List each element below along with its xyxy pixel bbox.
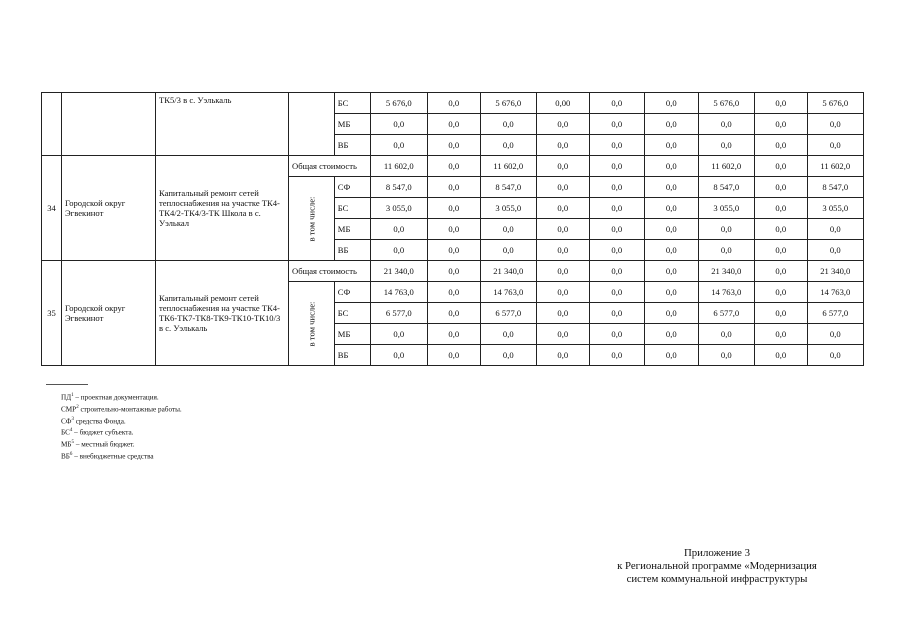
value-cell: 0,0 bbox=[427, 177, 480, 198]
value-cell: 0,0 bbox=[754, 345, 807, 366]
including-text: в том числе: bbox=[306, 301, 317, 346]
value-cell: 14 763,0 bbox=[480, 282, 536, 303]
value-cell: 0,0 bbox=[698, 345, 754, 366]
value-cell: 0,0 bbox=[370, 114, 427, 135]
value-cell: 0,0 bbox=[536, 114, 589, 135]
value-cell: 0,0 bbox=[807, 324, 863, 345]
value-cell: 0,0 bbox=[644, 282, 698, 303]
funding-source-label: ВБ bbox=[334, 240, 370, 261]
including-vertical-label bbox=[289, 177, 335, 261]
value-cell: 0,0 bbox=[536, 345, 589, 366]
object-description: Капитальный ремонт сетей теплоснабжения на участке ТК4-ТК6-ТК7-ТК8-ТК9-ТК10-ТК10/3 в с. Уэлькаль bbox=[156, 261, 289, 366]
appendix-subtitle-1: к Региональной программе «Модернизация bbox=[617, 560, 817, 572]
value-cell: 0,0 bbox=[644, 219, 698, 240]
value-cell: 0,0 bbox=[589, 93, 644, 114]
value-cell: 3 055,0 bbox=[698, 198, 754, 219]
value-cell: 0,0 bbox=[427, 345, 480, 366]
value-cell: 0,0 bbox=[536, 219, 589, 240]
footnote-smr: СМР$^2$ строительно-монтажные работы. bbox=[61, 404, 182, 414]
value-cell: 0,0 bbox=[644, 261, 698, 282]
value-cell: 0,0 bbox=[807, 240, 863, 261]
value-cell: 11 602,0 bbox=[698, 156, 754, 177]
value-cell: 0,0 bbox=[807, 219, 863, 240]
value-cell: 0,0 bbox=[427, 93, 480, 114]
value-cell: 0,0 bbox=[536, 261, 589, 282]
value-cell: 5 676,0 bbox=[370, 93, 427, 114]
value-cell: 0,0 bbox=[698, 240, 754, 261]
funding-source-label: МБ bbox=[334, 324, 370, 345]
funding-source-label: ВБ bbox=[334, 345, 370, 366]
value-cell: 6 577,0 bbox=[370, 303, 427, 324]
value-cell: 0,0 bbox=[644, 324, 698, 345]
value-cell: 14 763,0 bbox=[698, 282, 754, 303]
value-cell: 14 763,0 bbox=[807, 282, 863, 303]
value-cell: 0,0 bbox=[370, 240, 427, 261]
total-cost-label: Общая стоимость bbox=[289, 261, 371, 282]
value-cell: 21 340,0 bbox=[370, 261, 427, 282]
value-cell: 3 055,0 bbox=[480, 198, 536, 219]
value-cell: 0,0 bbox=[644, 93, 698, 114]
table-row bbox=[42, 156, 864, 177]
value-cell: 0,0 bbox=[536, 198, 589, 219]
funding-source-label: СФ bbox=[334, 282, 370, 303]
value-cell: 0,0 bbox=[589, 240, 644, 261]
value-cell: 0,0 bbox=[589, 135, 644, 156]
value-cell: 11 602,0 bbox=[370, 156, 427, 177]
value-cell: 0,0 bbox=[536, 303, 589, 324]
value-cell: 8 547,0 bbox=[480, 177, 536, 198]
footnote-mb: $МБ^5$ – местный бюджет. bbox=[61, 440, 135, 449]
row-number-cell bbox=[42, 93, 62, 156]
funding-source-label: СФ bbox=[334, 177, 370, 198]
value-cell: 8 547,0 bbox=[807, 177, 863, 198]
value-cell: 0,0 bbox=[480, 345, 536, 366]
value-cell: 0,0 bbox=[370, 219, 427, 240]
appendix-title: Приложение 3 bbox=[683, 547, 751, 559]
value-cell: 0,0 bbox=[427, 303, 480, 324]
including-vertical-label bbox=[289, 282, 335, 366]
row-number: 34 bbox=[42, 156, 62, 261]
value-cell: 0,0 bbox=[589, 345, 644, 366]
value-cell: 0,0 bbox=[589, 282, 644, 303]
district-cell bbox=[62, 93, 156, 156]
value-cell: 0,0 bbox=[754, 156, 807, 177]
value-cell: 0,0 bbox=[698, 114, 754, 135]
value-cell: 0,0 bbox=[644, 177, 698, 198]
value-cell: 0,0 bbox=[589, 177, 644, 198]
value-cell: 0,0 bbox=[754, 324, 807, 345]
value-cell: 0,0 bbox=[480, 240, 536, 261]
value-cell: 0,0 bbox=[589, 198, 644, 219]
appendix-heading bbox=[587, 547, 847, 586]
value-cell: 0,0 bbox=[754, 135, 807, 156]
value-cell: 0,0 bbox=[644, 198, 698, 219]
object-description: ТК5/3 в с. Уэлькаль bbox=[156, 93, 289, 156]
value-cell: 0,0 bbox=[644, 114, 698, 135]
value-cell: 0,0 bbox=[589, 261, 644, 282]
value-cell: 0,0 bbox=[754, 303, 807, 324]
value-cell: 0,0 bbox=[427, 198, 480, 219]
including-text: в том числе: bbox=[306, 196, 317, 241]
value-cell: 0,0 bbox=[698, 135, 754, 156]
value-cell: 5 676,0 bbox=[807, 93, 863, 114]
value-cell: 0,0 bbox=[644, 156, 698, 177]
value-cell: 0,00 bbox=[536, 93, 589, 114]
object-description: Капитальный ремонт сетей теплоснабжения на участке ТК4-ТК4/2-ТК4/3-ТК Школа в с. Уэлькал bbox=[156, 156, 289, 261]
funding-source-label: МБ bbox=[334, 114, 370, 135]
value-cell: 0,0 bbox=[427, 261, 480, 282]
value-cell: 0,0 bbox=[754, 219, 807, 240]
funding-source-label: МБ bbox=[334, 219, 370, 240]
value-cell: 11 602,0 bbox=[807, 156, 863, 177]
value-cell: 3 055,0 bbox=[370, 198, 427, 219]
value-cell: 21 340,0 bbox=[807, 261, 863, 282]
value-cell: 0,0 bbox=[480, 135, 536, 156]
value-cell: 0,0 bbox=[427, 135, 480, 156]
value-cell: 0,0 bbox=[536, 282, 589, 303]
value-cell: 0,0 bbox=[644, 135, 698, 156]
value-cell: 0,0 bbox=[589, 219, 644, 240]
value-cell: 21 340,0 bbox=[480, 261, 536, 282]
value-cell: 0,0 bbox=[754, 282, 807, 303]
value-cell: 0,0 bbox=[536, 177, 589, 198]
row-number: 35 bbox=[42, 261, 62, 366]
value-cell: 0,0 bbox=[370, 345, 427, 366]
funding-source-label: БС bbox=[334, 303, 370, 324]
footnotes bbox=[61, 391, 182, 462]
value-cell: 0,0 bbox=[698, 219, 754, 240]
including-cell bbox=[289, 93, 335, 156]
value-cell: 0,0 bbox=[589, 114, 644, 135]
value-cell: 0,0 bbox=[427, 219, 480, 240]
table-row bbox=[42, 93, 864, 114]
value-cell: 0,0 bbox=[754, 177, 807, 198]
value-cell: 11 602,0 bbox=[480, 156, 536, 177]
value-cell: 8 547,0 bbox=[370, 177, 427, 198]
value-cell: 0,0 bbox=[644, 303, 698, 324]
value-cell: 0,0 bbox=[480, 114, 536, 135]
value-cell: 8 547,0 bbox=[698, 177, 754, 198]
value-cell: 0,0 bbox=[589, 324, 644, 345]
value-cell: 0,0 bbox=[754, 93, 807, 114]
value-cell: 0,0 bbox=[480, 219, 536, 240]
value-cell: 14 763,0 bbox=[370, 282, 427, 303]
value-cell: 0,0 bbox=[644, 345, 698, 366]
value-cell: 0,0 bbox=[480, 324, 536, 345]
value-cell: 0,0 bbox=[370, 135, 427, 156]
value-cell: 0,0 bbox=[427, 156, 480, 177]
value-cell: 5 676,0 bbox=[480, 93, 536, 114]
value-cell: 0,0 bbox=[536, 324, 589, 345]
value-cell: 0,0 bbox=[807, 345, 863, 366]
value-cell: 6 577,0 bbox=[698, 303, 754, 324]
value-cell: 0,0 bbox=[807, 114, 863, 135]
footnote-vb: $ВБ^6$ – внебюджетные средства bbox=[61, 451, 154, 461]
value-cell: 0,0 bbox=[370, 324, 427, 345]
value-cell: 21 340,0 bbox=[698, 261, 754, 282]
footnote-separator bbox=[46, 384, 88, 385]
value-cell: 0,0 bbox=[807, 135, 863, 156]
value-cell: 0,0 bbox=[754, 240, 807, 261]
value-cell: 0,0 bbox=[427, 282, 480, 303]
funding-source-label: ВБ bbox=[334, 135, 370, 156]
value-cell: 6 577,0 bbox=[480, 303, 536, 324]
funding-table bbox=[41, 92, 864, 366]
value-cell: 0,0 bbox=[536, 135, 589, 156]
funding-source-label: БС bbox=[334, 93, 370, 114]
value-cell: 0,0 bbox=[427, 240, 480, 261]
appendix-subtitle-2: систем коммунальной инфраструктуры bbox=[626, 573, 808, 585]
footnote-sf: $СФ^3$ средства Фонда. bbox=[61, 416, 126, 425]
value-cell: 0,0 bbox=[589, 156, 644, 177]
value-cell: 0,0 bbox=[698, 324, 754, 345]
value-cell: 0,0 bbox=[754, 261, 807, 282]
district-name: Городской округ Эгвекинот bbox=[62, 261, 156, 366]
value-cell: 0,0 bbox=[427, 114, 480, 135]
total-cost-label: Общая стоимость bbox=[289, 156, 371, 177]
district-name: Городской округ Эгвекинот bbox=[62, 156, 156, 261]
funding-source-label: БС bbox=[334, 198, 370, 219]
value-cell: 0,0 bbox=[754, 198, 807, 219]
value-cell: 0,0 bbox=[644, 240, 698, 261]
table-row bbox=[42, 261, 864, 282]
value-cell: 3 055,0 bbox=[807, 198, 863, 219]
value-cell: 0,0 bbox=[536, 156, 589, 177]
value-cell: 0,0 bbox=[536, 240, 589, 261]
footnote-bs: $БС^4$ – бюджет субъекта. bbox=[61, 428, 134, 437]
value-cell: 0,0 bbox=[754, 114, 807, 135]
value-cell: 6 577,0 bbox=[807, 303, 863, 324]
value-cell: 0,0 bbox=[427, 324, 480, 345]
value-cell: 5 676,0 bbox=[698, 93, 754, 114]
footnote-pd: $ПД^1$ – проектная документация. bbox=[61, 393, 159, 402]
value-cell: 0,0 bbox=[589, 303, 644, 324]
